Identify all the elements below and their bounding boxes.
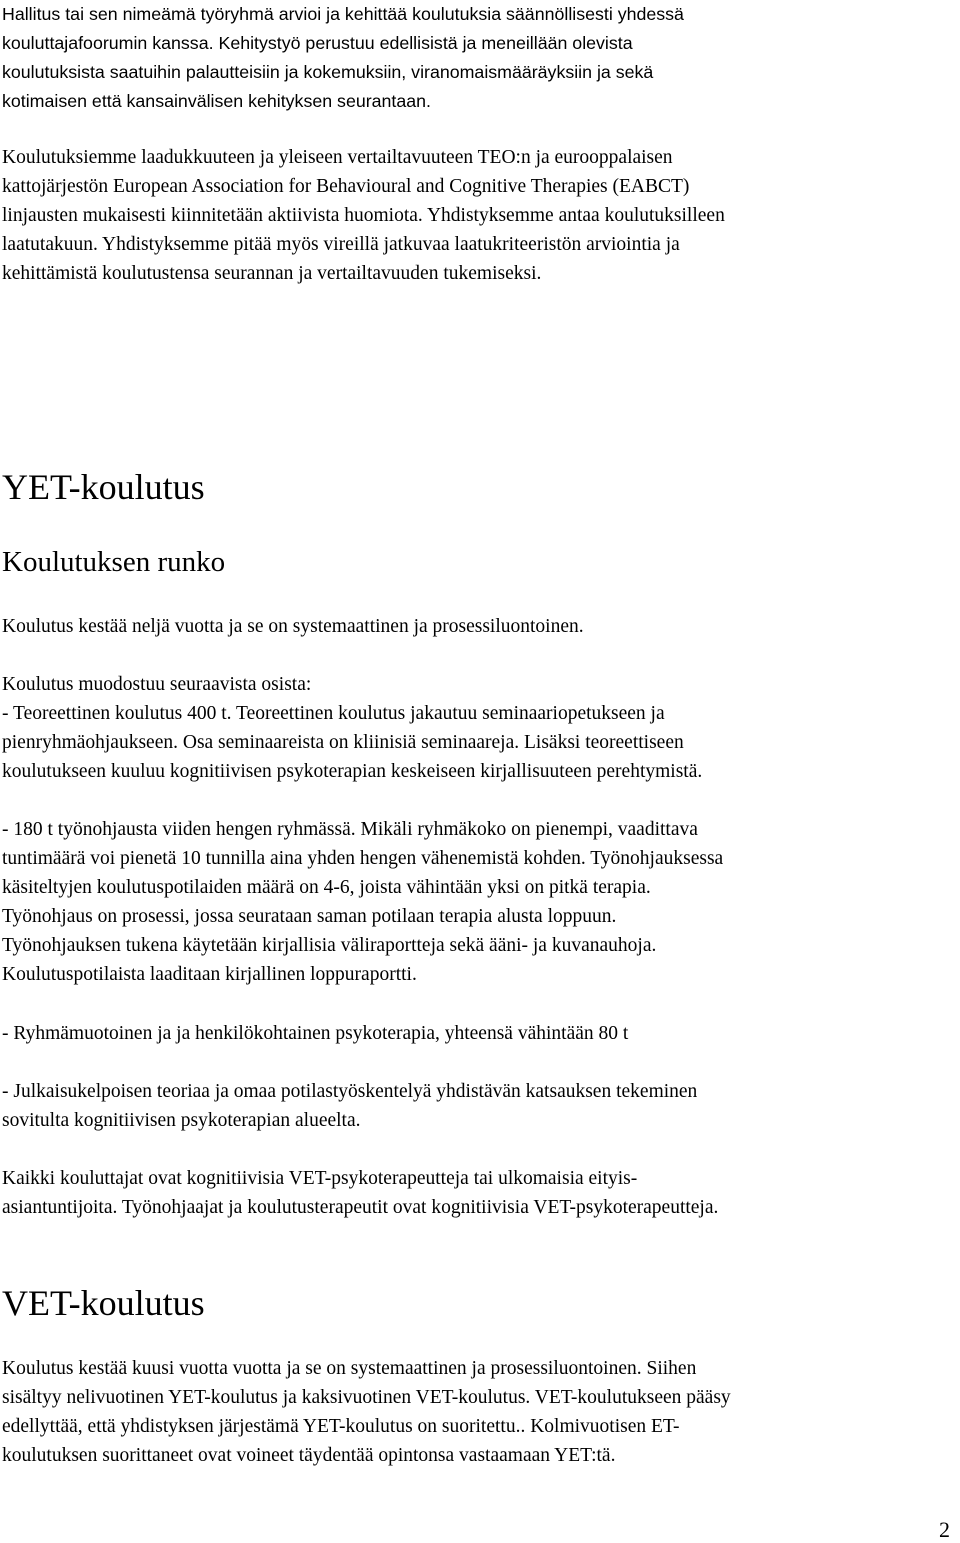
yet-therapy-line: - Ryhmämuotoinen ja ja henkilökohtainen psykoterapia, yhteensä vähintään 80 t [2,1023,629,1044]
quality-line: kattojärjestön European Association for Behavioural and Cognitive Therapies (EABCT) [2,176,690,197]
yet-parts-line: Koulutus muodostuu seuraavista osista: [2,674,312,695]
vet-heading: VET-koulutus [2,1283,205,1323]
yet-thesis-line: - Julkaisukelpoisen teoriaa ja omaa potilastyöskentelyä yhdistävän katsauksen tekeminen [2,1081,698,1102]
yet-supervision-line: käsiteltyjen koulutuspotilaiden määrä on 4-6, joista vähintään yksi on pitkä terapia. [2,877,651,898]
yet-duration-line: Koulutus kestää neljä vuotta ja se on systemaattinen ja prosessiluontoinen. [2,616,584,637]
yet-trainers-line: Kaikki kouluttajat ovat kognitiivisia VET-psykoterapeutteja tai ulkomaisia eityis- [2,1168,638,1189]
yet-supervision-line: - 180 t työnohjausta viiden hengen ryhmässä. Mikäli ryhmäkoko on pienempi, vaadittava [2,819,698,840]
yet-supervision-line: Työnohjaus on prosessi, jossa seurataan saman potilaan terapia alusta loppuun. [2,906,617,927]
yet-heading: YET-koulutus [2,467,205,507]
quality-paragraph [2,143,952,288]
yet-subheading: Koulutuksen runko [2,546,226,578]
vet-line: edellyttää, että yhdistyksen järjestämä YET-koulutus on suoritettu.. Kolmivuotisen ET- [2,1416,680,1437]
quality-line: Koulutuksiemme laadukkuuteen ja yleiseen vertailtavuuteen TEO:n ja eurooppalaisen [2,147,673,168]
yet-supervision-paragraph [2,815,952,989]
quality-line: laatutakuun. Yhdistyksemme pitää myös vireillä jatkuvaa laatukriteeristön arviointia ja [2,234,680,255]
yet-thesis-line: sovitulta kognitiivisen psykoterapian alueelta. [2,1110,361,1131]
vet-line: sisältyy nelivuotinen YET-koulutus ja kaksivuotinen VET-koulutus. VET-koulutukseen pääsy [2,1387,731,1408]
yet-therapy-paragraph [2,1019,952,1048]
quality-line: linjausten mukaisesti kiinnitetään aktiivista huomiota. Yhdistyksemme antaa koulutuksilleen [2,205,725,226]
yet-parts-line: - Teoreettinen koulutus 400 t. Teoreettinen koulutus jakautuu seminaariopetukseen ja [2,703,665,724]
intro-line: koulutuksista saatuihin palautteisiin ja kokemuksiin, viranomaismääräyksiin ja sekä [2,62,654,82]
intro-paragraph [2,0,952,116]
yet-thesis-paragraph [2,1077,952,1135]
yet-duration-paragraph [2,612,952,641]
yet-parts-paragraph [2,670,952,786]
yet-supervision-line: tuntimäärä voi pienetä 10 tunnilla aina yhden hengen vähenemistä kohden. Työnohjauksessa [2,848,724,869]
intro-line: Hallitus tai sen nimeämä työryhmä arvioi ja kehittää koulutuksia säännöllisesti yhdessä [2,4,684,24]
intro-line: kotimaisen että kansainvälisen kehityksen seurantaan. [2,91,431,111]
quality-line: kehittämistä koulutustensa seurannan ja vertailtavuuden tukemiseksi. [2,263,542,284]
yet-supervision-line: Työnohjauksen tukena käytetään kirjallisia väliraportteja sekä ääni- ja kuvanauhoja. [2,935,657,956]
yet-trainers-line: asiantuntijoita. Työnohjaajat ja koulutusterapeutit ovat kognitiivisia VET-psykoterapeutteja. [2,1197,719,1218]
intro-line: kouluttajafoorumin kanssa. Kehitystyö perustuu edellisistä ja meneillään olevista [2,33,633,53]
yet-parts-line: pienryhmäohjaukseen. Osa seminaareista on kliinisiä seminaareja. Lisäksi teoreettiseen [2,732,684,753]
yet-trainers-paragraph [2,1164,952,1222]
vet-line: koulutuksen suorittaneet ovat voineet täydentää opintonsa vastaamaan YET:tä. [2,1445,616,1466]
yet-parts-line: koulutukseen kuuluu kognitiivisen psykoterapian keskeiseen kirjallisuuteen perehtymistä. [2,761,703,782]
document-page [2,0,952,1543]
vet-line: Koulutus kestää kuusi vuotta vuotta ja se on systemaattinen ja prosessiluontoinen. Siihen [2,1358,697,1379]
yet-supervision-line: Koulutuspotilaista laaditaan kirjallinen loppuraportti. [2,964,417,985]
page-number: 2 [939,1517,950,1542]
vet-paragraph [2,1354,952,1470]
